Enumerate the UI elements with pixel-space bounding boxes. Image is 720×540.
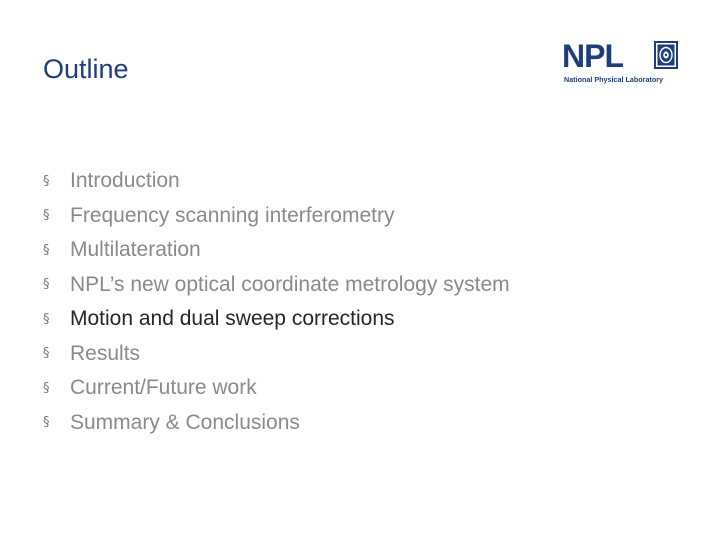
- bullet-marker-icon: §: [43, 277, 50, 293]
- list-item: [43, 268, 510, 303]
- npl-logo: [562, 40, 680, 86]
- list-item-text: Results: [70, 341, 141, 365]
- list-item: [43, 164, 510, 199]
- npl-emblem-icon: [654, 41, 678, 69]
- list-item-text: Multilateration: [70, 238, 201, 262]
- list-item: [43, 199, 510, 234]
- bullet-marker-icon: §: [43, 380, 50, 396]
- outline-list: [43, 164, 510, 440]
- list-item-text: Motion and dual sweep corrections: [70, 307, 395, 331]
- list-item-text: Summary & Conclusions: [70, 410, 300, 434]
- slide-title: Outline: [43, 54, 129, 84]
- bullet-marker-icon: §: [43, 311, 50, 327]
- list-item-current: [43, 302, 510, 337]
- logo-tagline: National Physical Laboratory: [564, 75, 664, 84]
- bullet-marker-icon: §: [43, 242, 50, 258]
- list-item: [43, 337, 510, 372]
- bullet-marker-icon: §: [43, 173, 50, 189]
- list-item-text: Current/Future work: [70, 376, 257, 400]
- list-item: [43, 371, 510, 406]
- list-item-text: NPL’s new optical coordinate metrology system: [70, 272, 510, 296]
- list-item-text: Introduction: [70, 169, 180, 193]
- logo-letters: NPL: [562, 38, 623, 74]
- list-item: [43, 406, 510, 441]
- bullet-marker-icon: §: [43, 346, 50, 362]
- bullet-marker-icon: §: [43, 208, 50, 224]
- list-item: [43, 233, 510, 268]
- list-item-text: Frequency scanning interferometry: [70, 203, 395, 227]
- bullet-marker-icon: §: [43, 415, 50, 431]
